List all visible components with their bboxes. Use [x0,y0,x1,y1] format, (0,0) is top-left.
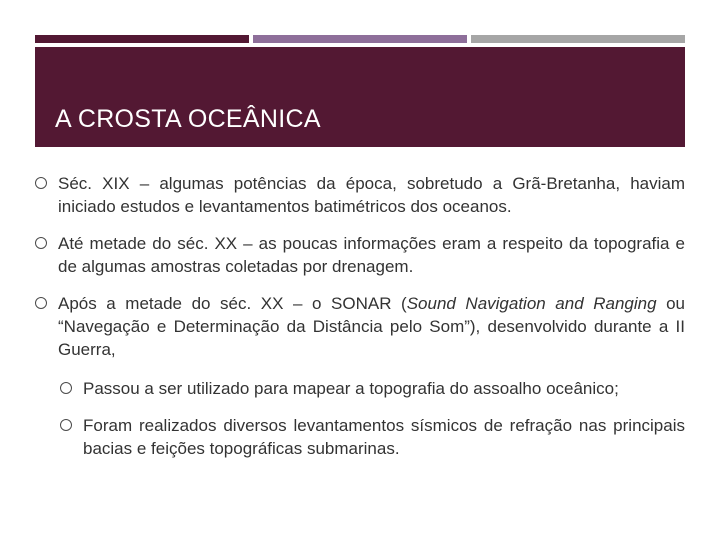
circle-outline-icon [60,382,72,394]
decorative-top-bars [35,35,685,43]
bullet-item [35,232,685,278]
circle-outline-icon [35,297,47,309]
top-bar-2 [253,35,467,43]
bullet-item [35,292,685,361]
slide-content [35,172,685,460]
title-band [35,47,685,147]
top-bar-1 [35,35,249,43]
sub-bullet-item [60,414,685,460]
top-bar-3 [471,35,685,43]
circle-outline-icon [35,237,47,249]
bullet-text [58,292,685,361]
sub-bullet-text: Passou a ser utilizado para mapear a topografia do assoalho oceânico; [83,379,619,398]
circle-outline-icon [35,177,47,189]
bullet-text-part: Após a metade do séc. XX – o SONAR ( [58,294,407,313]
circle-outline-icon [60,419,72,431]
sub-bullet-text: Foram realizados diversos levantamentos sísmicos de refração nas principais bacias e feições topográficas submarinas. [83,416,685,458]
bullet-item [35,172,685,218]
bullet-text: Até metade do séc. XX – as poucas informações eram a respeito da topografia e de algumas amostras coletadas por drenagem. [58,234,685,276]
bullet-text: Séc. XIX – algumas potências da época, sobretudo a Grã-Bretanha, haviam iniciado estudos e levantamentos batimétricos dos oceanos. [58,174,685,216]
bullet-text-part: ou “Navegação e Determinação da Distância pelo Som”), desenvolvido durante a II Guerra, [58,294,686,359]
bullet-text-italic: Sound Navigation and Ranging [406,294,657,313]
sub-bullet-item [60,377,685,400]
slide-title: A CROSTA OCEÂNICA [55,105,321,133]
